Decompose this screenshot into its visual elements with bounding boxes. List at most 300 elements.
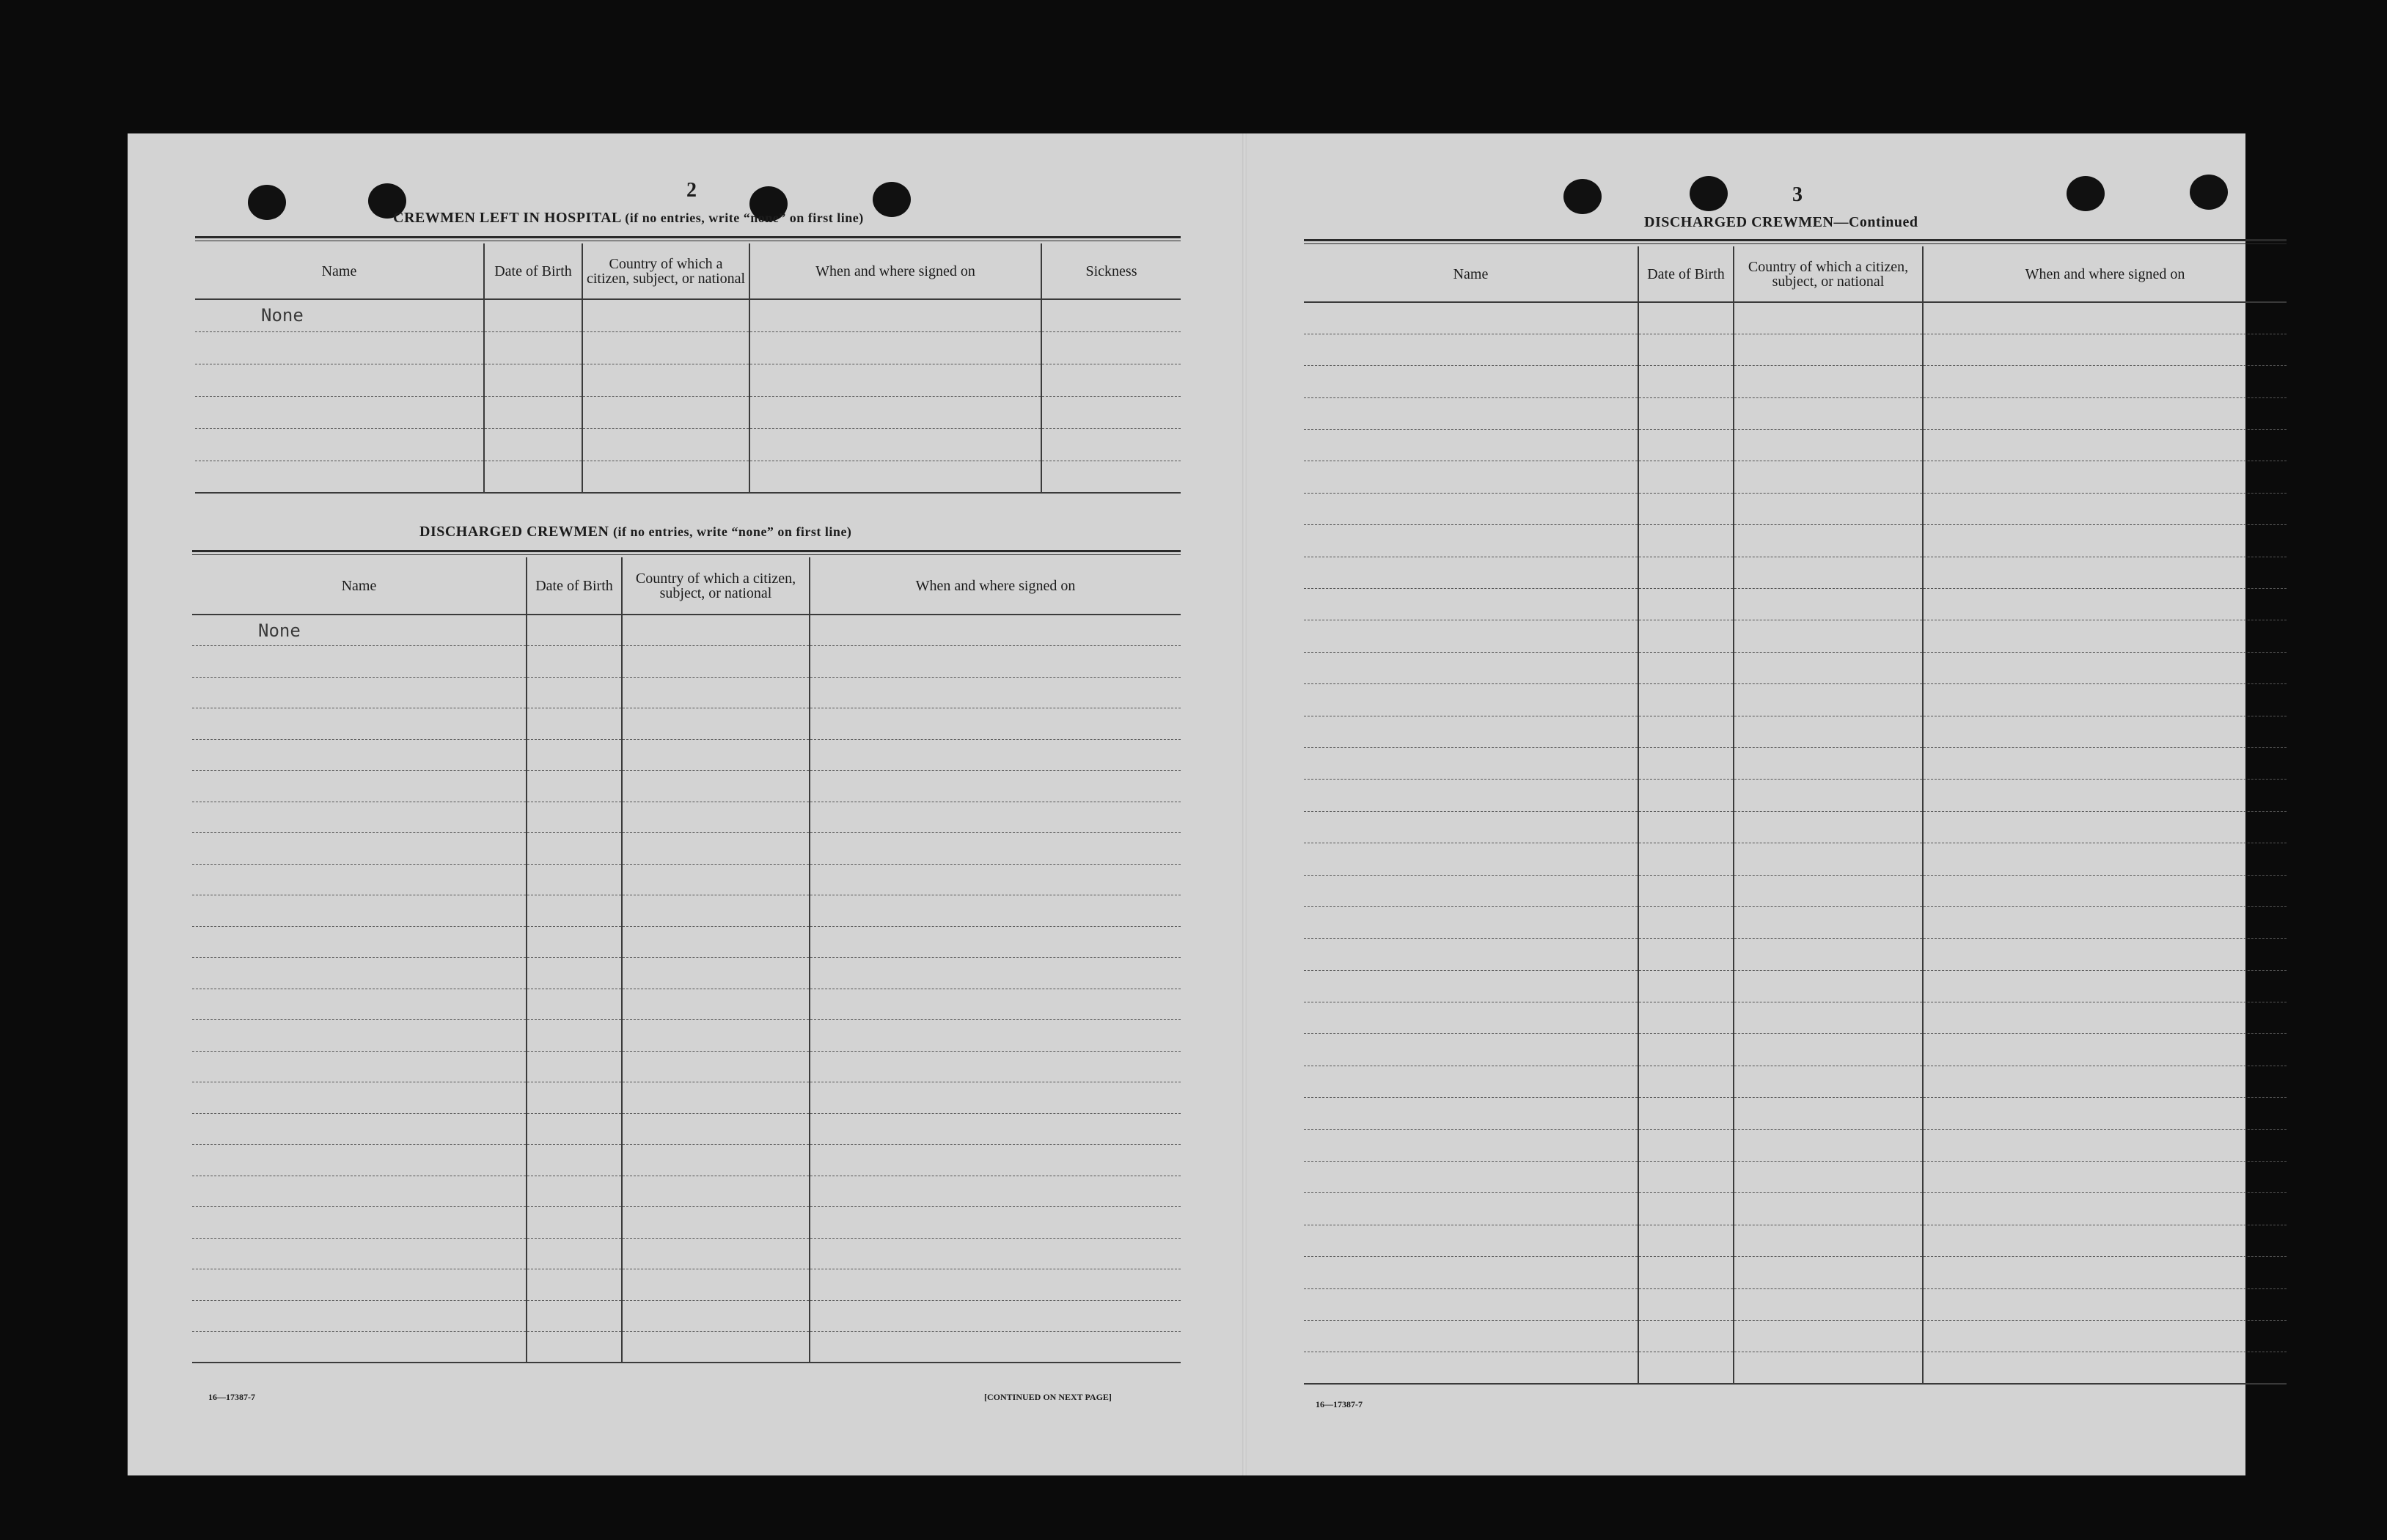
- cell-signed[interactable]: [810, 802, 1181, 833]
- cell-country[interactable]: [622, 1176, 810, 1207]
- cell-signed[interactable]: [810, 1176, 1181, 1207]
- cell-sickness[interactable]: [1041, 428, 1181, 461]
- hospital-title-text: CREWMEN LEFT IN HOSPITAL: [393, 210, 621, 226]
- cell-dob[interactable]: [527, 677, 622, 708]
- cell-country[interactable]: [622, 1051, 810, 1082]
- cell-name[interactable]: [1304, 1288, 1638, 1320]
- cell-country[interactable]: [1734, 1098, 1923, 1129]
- cell-name[interactable]: [1304, 334, 1638, 365]
- cell-signed[interactable]: [810, 677, 1181, 708]
- table-row: [1304, 1066, 2287, 1097]
- cell-dob[interactable]: [1638, 493, 1734, 524]
- cell-dob[interactable]: [1638, 747, 1734, 779]
- cell-dob[interactable]: [1638, 366, 1734, 397]
- cell-name[interactable]: [1304, 780, 1638, 811]
- cell-signed[interactable]: [810, 926, 1181, 958]
- cell-country[interactable]: [1734, 1034, 1923, 1066]
- cell-signed[interactable]: [810, 739, 1181, 771]
- col-header-name: Name: [192, 557, 527, 615]
- cell-dob[interactable]: [1638, 652, 1734, 683]
- cell-country[interactable]: [1734, 747, 1923, 779]
- cell-country[interactable]: [1734, 716, 1923, 747]
- table-row: [192, 1020, 1181, 1052]
- cell-dob[interactable]: [527, 864, 622, 895]
- cell-name[interactable]: None: [195, 299, 484, 331]
- table-row: [1304, 1288, 2287, 1320]
- cell-signed[interactable]: [1923, 1129, 2287, 1161]
- cell-country[interactable]: [1734, 652, 1923, 683]
- table-row: [192, 1207, 1181, 1239]
- cell-name[interactable]: [1304, 1321, 1638, 1352]
- table-row: [1304, 620, 2287, 652]
- cell-name[interactable]: [1304, 747, 1638, 779]
- cell-signed[interactable]: [1923, 302, 2287, 334]
- cell-signed[interactable]: [1923, 875, 2287, 906]
- cell-dob[interactable]: [1638, 970, 1734, 1002]
- cell-country[interactable]: [1734, 397, 1923, 429]
- cell-dob[interactable]: [527, 926, 622, 958]
- cell-country[interactable]: [1734, 1129, 1923, 1161]
- cell-name[interactable]: [1304, 493, 1638, 524]
- cell-name[interactable]: [192, 1145, 527, 1176]
- cell-dob[interactable]: [1638, 716, 1734, 747]
- cell-name[interactable]: [192, 771, 527, 802]
- cell-country[interactable]: [1734, 906, 1923, 938]
- table-row: [1304, 939, 2287, 970]
- cell-dob[interactable]: [1638, 1034, 1734, 1066]
- cell-dob[interactable]: [527, 958, 622, 989]
- cell-signed[interactable]: [1923, 1352, 2287, 1384]
- cell-dob[interactable]: [527, 833, 622, 865]
- cell-dob[interactable]: [1638, 430, 1734, 461]
- cell-signed[interactable]: [810, 1020, 1181, 1052]
- cell-name[interactable]: [1304, 1225, 1638, 1256]
- cell-dob[interactable]: [527, 1082, 622, 1114]
- table-row: [1304, 525, 2287, 557]
- cell-signed[interactable]: [1923, 366, 2287, 397]
- cell-signed[interactable]: [810, 1332, 1181, 1363]
- cell-name[interactable]: [1304, 652, 1638, 683]
- discharged-table: [192, 557, 1181, 1363]
- cell-signed[interactable]: [1923, 811, 2287, 843]
- cell-signed[interactable]: [1923, 1034, 2287, 1066]
- cell-country[interactable]: [582, 299, 749, 331]
- cell-country[interactable]: [622, 926, 810, 958]
- cell-signed[interactable]: [1923, 397, 2287, 429]
- cell-name[interactable]: [192, 802, 527, 833]
- cell-dob[interactable]: [1638, 875, 1734, 906]
- cell-dob[interactable]: [1638, 525, 1734, 557]
- cell-name[interactable]: [1304, 366, 1638, 397]
- cell-sickness[interactable]: [1041, 331, 1181, 364]
- cell-dob[interactable]: [1638, 1066, 1734, 1097]
- cell-dob[interactable]: [527, 1051, 622, 1082]
- hospital-top-rule: [195, 236, 1181, 241]
- cell-signed[interactable]: [1923, 430, 2287, 461]
- cell-country[interactable]: [622, 1113, 810, 1145]
- discharged-section-title: [419, 524, 851, 540]
- cell-dob[interactable]: [527, 771, 622, 802]
- cell-country[interactable]: [1734, 970, 1923, 1002]
- cell-country[interactable]: [1734, 1066, 1923, 1097]
- table-row: [1304, 557, 2287, 588]
- cell-name[interactable]: [192, 864, 527, 895]
- punch-hole: [1690, 176, 1728, 211]
- table-row: [192, 1082, 1181, 1114]
- cell-signed[interactable]: [810, 989, 1181, 1020]
- cell-dob[interactable]: [1638, 939, 1734, 970]
- cell-name[interactable]: [1304, 461, 1638, 493]
- cell-signed[interactable]: [810, 1145, 1181, 1176]
- cell-dob[interactable]: [1638, 461, 1734, 493]
- cell-signed[interactable]: [749, 428, 1041, 461]
- continued-top-rule: [1304, 239, 2287, 244]
- cell-name[interactable]: [1304, 716, 1638, 747]
- cell-sickness[interactable]: [1041, 364, 1181, 396]
- cell-country[interactable]: [1734, 1288, 1923, 1320]
- cell-name[interactable]: [192, 739, 527, 771]
- cell-country[interactable]: [622, 1269, 810, 1301]
- cell-country[interactable]: [1734, 684, 1923, 716]
- cell-name[interactable]: [192, 677, 527, 708]
- cell-dob[interactable]: [527, 1207, 622, 1239]
- cell-country[interactable]: [582, 461, 749, 493]
- cell-country[interactable]: [582, 364, 749, 396]
- cell-name[interactable]: [1304, 557, 1638, 588]
- cell-country[interactable]: [1734, 1225, 1923, 1256]
- cell-dob[interactable]: [484, 428, 582, 461]
- cell-signed[interactable]: [749, 299, 1041, 331]
- cell-signed[interactable]: [1923, 461, 2287, 493]
- cell-name[interactable]: [1304, 1129, 1638, 1161]
- cell-country[interactable]: [1734, 1321, 1923, 1352]
- cell-dob[interactable]: [1638, 1129, 1734, 1161]
- cell-signed[interactable]: [1923, 1193, 2287, 1225]
- table-row: [192, 1269, 1181, 1301]
- cell-name[interactable]: [192, 1176, 527, 1207]
- cell-country[interactable]: [622, 1300, 810, 1332]
- col-header-sickness: Sickness: [1041, 243, 1181, 299]
- cell-signed[interactable]: [1923, 493, 2287, 524]
- cell-country[interactable]: [622, 958, 810, 989]
- cell-signed[interactable]: [810, 1113, 1181, 1145]
- cell-signed[interactable]: [810, 864, 1181, 895]
- cell-country[interactable]: [1734, 1162, 1923, 1193]
- cell-country[interactable]: [622, 1020, 810, 1052]
- cell-name[interactable]: [192, 926, 527, 958]
- cell-country[interactable]: [582, 396, 749, 428]
- cell-country[interactable]: [1734, 493, 1923, 524]
- cell-country[interactable]: [1734, 939, 1923, 970]
- cell-dob[interactable]: [1638, 1352, 1734, 1384]
- cell-country[interactable]: [622, 864, 810, 895]
- col-header-name: Name: [1304, 246, 1638, 302]
- cell-name[interactable]: [1304, 684, 1638, 716]
- cell-name[interactable]: [195, 364, 484, 396]
- cell-dob[interactable]: [527, 1300, 622, 1332]
- col-header-dob: Date of Birth: [527, 557, 622, 615]
- cell-dob[interactable]: [527, 1332, 622, 1363]
- cell-country[interactable]: [622, 1238, 810, 1269]
- table-row: [1304, 970, 2287, 1002]
- cell-name[interactable]: [1304, 1257, 1638, 1288]
- cell-dob[interactable]: [1638, 589, 1734, 620]
- cell-name[interactable]: [1304, 970, 1638, 1002]
- cell-name[interactable]: [192, 958, 527, 989]
- cell-signed[interactable]: [749, 396, 1041, 428]
- cell-signed[interactable]: [749, 331, 1041, 364]
- cell-dob[interactable]: [1638, 1002, 1734, 1034]
- cell-country[interactable]: [1734, 620, 1923, 652]
- cell-name[interactable]: [1304, 589, 1638, 620]
- cell-signed[interactable]: [810, 895, 1181, 927]
- cell-country[interactable]: [1734, 525, 1923, 557]
- cell-sickness[interactable]: [1041, 461, 1181, 493]
- cell-dob[interactable]: [1638, 684, 1734, 716]
- cell-dob[interactable]: [1638, 811, 1734, 843]
- cell-country[interactable]: [1734, 334, 1923, 365]
- cell-dob[interactable]: [1638, 843, 1734, 875]
- cell-country[interactable]: [1734, 811, 1923, 843]
- cell-country[interactable]: [622, 833, 810, 865]
- cell-name[interactable]: [1304, 397, 1638, 429]
- cell-country[interactable]: [1734, 557, 1923, 588]
- cell-country[interactable]: [582, 428, 749, 461]
- form-number: 16—17387-7: [1316, 1399, 1363, 1409]
- cell-country[interactable]: [1734, 366, 1923, 397]
- cell-signed[interactable]: [1923, 620, 2287, 652]
- cell-name[interactable]: [192, 1269, 527, 1301]
- cell-name[interactable]: [195, 396, 484, 428]
- punch-hole: [2067, 176, 2105, 211]
- cell-country[interactable]: [1734, 843, 1923, 875]
- cell-dob[interactable]: [1638, 1098, 1734, 1129]
- cell-dob[interactable]: [527, 708, 622, 740]
- cell-signed[interactable]: [810, 1238, 1181, 1269]
- table-row: [195, 396, 1181, 428]
- cell-dob[interactable]: [1638, 1225, 1734, 1256]
- cell-dob[interactable]: [527, 895, 622, 927]
- cell-signed[interactable]: [810, 958, 1181, 989]
- cell-signed[interactable]: [1923, 1321, 2287, 1352]
- cell-signed[interactable]: [1923, 1066, 2287, 1097]
- cell-name[interactable]: [192, 646, 527, 678]
- cell-country[interactable]: [1734, 589, 1923, 620]
- cell-name[interactable]: [1304, 939, 1638, 970]
- cell-signed[interactable]: [810, 1082, 1181, 1114]
- cell-country[interactable]: [622, 895, 810, 927]
- cell-name[interactable]: [1304, 1098, 1638, 1129]
- discharged-title-text: DISCHARGED CREWMEN: [419, 524, 609, 540]
- cell-signed[interactable]: [1923, 970, 2287, 1002]
- cell-dob[interactable]: [527, 1269, 622, 1301]
- cell-name[interactable]: [195, 331, 484, 364]
- cell-name[interactable]: [192, 1020, 527, 1052]
- cell-name[interactable]: [1304, 430, 1638, 461]
- cell-name[interactable]: [195, 461, 484, 493]
- cell-country[interactable]: [622, 1082, 810, 1114]
- cell-name[interactable]: [1304, 1193, 1638, 1225]
- cell-country[interactable]: [1734, 302, 1923, 334]
- cell-name[interactable]: [192, 833, 527, 865]
- cell-signed[interactable]: [810, 646, 1181, 678]
- cell-dob[interactable]: [527, 1238, 622, 1269]
- cell-dob[interactable]: [484, 331, 582, 364]
- cell-dob[interactable]: [1638, 1288, 1734, 1320]
- cell-name[interactable]: [195, 428, 484, 461]
- col-header-country: Country of which a citizen, subject, or national: [1734, 246, 1923, 302]
- cell-dob[interactable]: [484, 364, 582, 396]
- cell-country[interactable]: [1734, 1002, 1923, 1034]
- table-row: [1304, 461, 2287, 493]
- cell-signed[interactable]: [1923, 843, 2287, 875]
- table-row: [1304, 430, 2287, 461]
- cell-signed[interactable]: [1923, 939, 2287, 970]
- cell-dob[interactable]: [484, 396, 582, 428]
- cell-dob[interactable]: [484, 299, 582, 331]
- cell-signed[interactable]: [749, 364, 1041, 396]
- discharged-continued-table: [1304, 246, 2287, 1385]
- cell-country[interactable]: [1734, 875, 1923, 906]
- cell-signed[interactable]: [1923, 334, 2287, 365]
- cell-dob[interactable]: [527, 1145, 622, 1176]
- cell-signed[interactable]: [1923, 906, 2287, 938]
- table-row: [192, 1176, 1181, 1207]
- cell-dob[interactable]: [527, 1113, 622, 1145]
- cell-dob[interactable]: [1638, 1193, 1734, 1225]
- cell-name[interactable]: [192, 708, 527, 740]
- table-row: [195, 331, 1181, 364]
- cell-signed[interactable]: [1923, 684, 2287, 716]
- col-header-signed: When and where signed on: [749, 243, 1041, 299]
- cell-name[interactable]: [1304, 1034, 1638, 1066]
- cell-signed[interactable]: [810, 1207, 1181, 1239]
- cell-name[interactable]: [1304, 620, 1638, 652]
- cell-country[interactable]: [1734, 430, 1923, 461]
- cell-signed[interactable]: [1923, 1257, 2287, 1288]
- cell-dob[interactable]: [1638, 397, 1734, 429]
- cell-name[interactable]: [1304, 525, 1638, 557]
- cell-country[interactable]: [1734, 1193, 1923, 1225]
- cell-signed[interactable]: [1923, 780, 2287, 811]
- cell-signed[interactable]: [1923, 589, 2287, 620]
- cell-dob[interactable]: [1638, 1321, 1734, 1352]
- cell-signed[interactable]: [1923, 1288, 2287, 1320]
- cell-dob[interactable]: [1638, 334, 1734, 365]
- cell-name[interactable]: [192, 1082, 527, 1114]
- cell-signed[interactable]: [1923, 1225, 2287, 1256]
- cell-dob[interactable]: [1638, 302, 1734, 334]
- cell-name[interactable]: [1304, 1066, 1638, 1097]
- cell-name[interactable]: [192, 989, 527, 1020]
- cell-name[interactable]: [1304, 1002, 1638, 1034]
- cell-signed[interactable]: [810, 1300, 1181, 1332]
- cell-dob[interactable]: [527, 1176, 622, 1207]
- cell-signed[interactable]: [1923, 1098, 2287, 1129]
- table-row: [1304, 334, 2287, 365]
- cell-dob[interactable]: [1638, 620, 1734, 652]
- cell-signed[interactable]: [1923, 716, 2287, 747]
- cell-name[interactable]: [1304, 302, 1638, 334]
- cell-name[interactable]: [192, 1332, 527, 1363]
- cell-dob[interactable]: [1638, 780, 1734, 811]
- table-row: [192, 802, 1181, 833]
- cell-signed[interactable]: [1923, 747, 2287, 779]
- cell-name[interactable]: None: [192, 615, 527, 646]
- cell-country[interactable]: [622, 1332, 810, 1363]
- cell-dob[interactable]: [527, 646, 622, 678]
- cell-signed[interactable]: [810, 1051, 1181, 1082]
- cell-name[interactable]: [192, 1238, 527, 1269]
- cell-country[interactable]: [622, 1145, 810, 1176]
- cell-sickness[interactable]: [1041, 299, 1181, 331]
- cell-dob[interactable]: [484, 461, 582, 493]
- cell-signed[interactable]: [749, 461, 1041, 493]
- cell-signed[interactable]: [810, 708, 1181, 740]
- cell-dob[interactable]: [527, 1020, 622, 1052]
- cell-signed[interactable]: [810, 833, 1181, 865]
- cell-signed[interactable]: [1923, 652, 2287, 683]
- col-header-dob: Date of Birth: [484, 243, 582, 299]
- cell-country[interactable]: [1734, 1257, 1923, 1288]
- cell-country[interactable]: [1734, 461, 1923, 493]
- cell-country[interactable]: [622, 677, 810, 708]
- cell-name[interactable]: [192, 895, 527, 927]
- cell-dob[interactable]: [527, 739, 622, 771]
- cell-country[interactable]: [622, 771, 810, 802]
- cell-country[interactable]: [622, 646, 810, 678]
- cell-country[interactable]: [1734, 1352, 1923, 1384]
- cell-name[interactable]: [1304, 1162, 1638, 1193]
- cell-signed[interactable]: [1923, 557, 2287, 588]
- cell-name[interactable]: [192, 1300, 527, 1332]
- cell-dob[interactable]: [527, 802, 622, 833]
- cell-country[interactable]: [622, 739, 810, 771]
- cell-signed[interactable]: [1923, 525, 2287, 557]
- table-row: [1304, 684, 2287, 716]
- table-row: [1304, 716, 2287, 747]
- cell-signed[interactable]: [810, 615, 1181, 646]
- cell-signed[interactable]: [810, 1269, 1181, 1301]
- cell-country[interactable]: [622, 802, 810, 833]
- cell-name[interactable]: [192, 1113, 527, 1145]
- cell-dob[interactable]: [527, 615, 622, 646]
- cell-dob[interactable]: [1638, 557, 1734, 588]
- cell-dob[interactable]: [1638, 1162, 1734, 1193]
- cell-signed[interactable]: [810, 771, 1181, 802]
- cell-sickness[interactable]: [1041, 396, 1181, 428]
- cell-dob[interactable]: [1638, 906, 1734, 938]
- cell-name[interactable]: [1304, 875, 1638, 906]
- cell-country[interactable]: [622, 615, 810, 646]
- cell-name[interactable]: [1304, 843, 1638, 875]
- cell-country[interactable]: [582, 331, 749, 364]
- table-row: [1304, 1162, 2287, 1193]
- cell-signed[interactable]: [1923, 1162, 2287, 1193]
- cell-dob[interactable]: [1638, 1257, 1734, 1288]
- cell-country[interactable]: [1734, 780, 1923, 811]
- cell-name[interactable]: [1304, 811, 1638, 843]
- cell-name[interactable]: [192, 1051, 527, 1082]
- cell-name[interactable]: [1304, 1352, 1638, 1384]
- cell-country[interactable]: [622, 1207, 810, 1239]
- cell-name[interactable]: [192, 1207, 527, 1239]
- cell-name[interactable]: [1304, 906, 1638, 938]
- cell-signed[interactable]: [1923, 1002, 2287, 1034]
- cell-country[interactable]: [622, 989, 810, 1020]
- cell-country[interactable]: [622, 708, 810, 740]
- cell-dob[interactable]: [527, 989, 622, 1020]
